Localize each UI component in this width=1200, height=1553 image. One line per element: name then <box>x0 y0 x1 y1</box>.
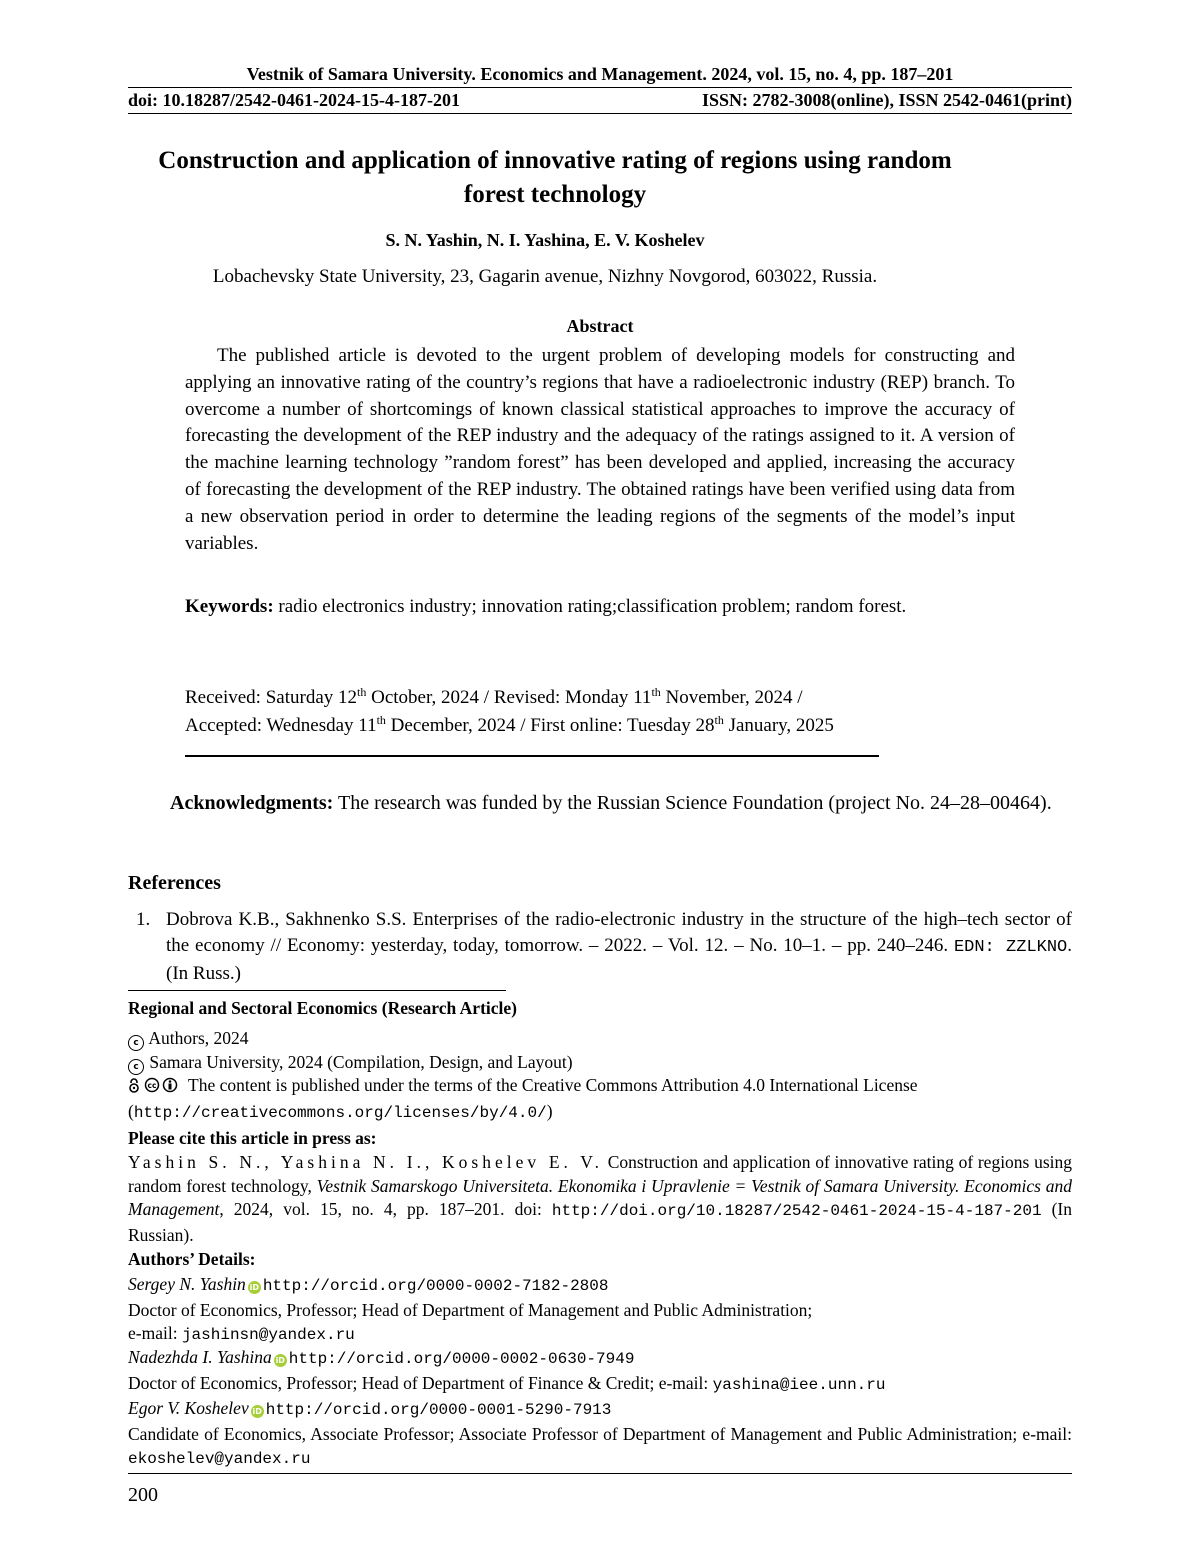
ordinal-suffix: th <box>376 713 386 727</box>
keywords-text: radio electronics industry; innovation rating;classification problem; random forest. <box>273 596 907 617</box>
article-type-text: Regional and Sectoral Economics (Research Article) <box>128 998 517 1018</box>
author-3-name: Egor V. Koshelev <box>128 1398 249 1418</box>
author-1-details <box>128 1273 1072 1348</box>
citation-language: (In Russian). <box>128 1199 1073 1245</box>
revised-date-rest: November, 2024 / <box>660 687 803 708</box>
header-issn: ISSN: 2782-3008(online), ISSN 2542-0461(print) <box>701 90 1072 110</box>
authors-line <box>128 230 1072 251</box>
ordinal-suffix: th <box>714 713 724 727</box>
citation-journal: Vestnik Samarskogo Universiteta. Ekonomika i Upravlenie = Vestnik of Samara University. Economics and Management <box>128 1175 1072 1219</box>
abstract-heading: Abstract <box>566 316 634 336</box>
affiliation-text: Lobachevsky State University, 23, Gagarin avenue, Nizhny Novgorod, 603022, Russia. <box>212 266 878 287</box>
citation-volume: , 2024, vol. 15, no. 4, pp. 187–201. <box>219 1199 505 1219</box>
reference-text <box>166 907 1072 987</box>
author-1-orcid-link[interactable]: http://orcid.org/0000-0002-7182-2808 <box>262 1277 609 1295</box>
accepted-date-label: Accepted: Wednesday 11 <box>185 715 377 736</box>
citation-doi-label: doi: <box>514 1199 552 1219</box>
author-1-name: Sergey N. Yashin <box>128 1274 246 1294</box>
cite-heading <box>128 1127 1072 1151</box>
received-date-rest: October, 2024 / Revised: Monday 11 <box>366 687 652 708</box>
citation <box>128 1151 1072 1247</box>
author-3-position: Candidate of Economics, Associate Professor; Associate Professor of Department of Management and Public Administration; e-mail: <box>128 1423 1072 1444</box>
author-2-position: Doctor of Economics, Professor; Head of Department of Finance & Credit; e-mail: <box>128 1372 713 1393</box>
author-2-email[interactable]: yashina@iee.unn.ru <box>712 1375 886 1394</box>
copyright-authors-text: Authors, 2024 <box>148 1028 249 1048</box>
acknowledgments <box>128 789 1072 817</box>
author-2-name: Nadezhda I. Yashina <box>128 1347 272 1367</box>
author-2-details <box>128 1346 1072 1397</box>
author-3-orcid-link[interactable]: http://orcid.org/0000-0001-5290-7913 <box>265 1401 612 1419</box>
reference-number: 1. <box>136 909 151 930</box>
keywords-label: Keywords: <box>185 596 274 617</box>
citation-title: Construction and application of innovative rating of regions using random forest technology, <box>128 1152 1072 1196</box>
open-access-icon <box>128 1076 184 1100</box>
author-3-details <box>128 1397 1072 1472</box>
author-1-position: Doctor of Economics, Professor; Head of Department of Management and Public Administration; <box>128 1299 813 1320</box>
footnote-divider <box>128 990 506 991</box>
copyright-university-text: Samara University, 2024 (Compilation, Design, and Layout) <box>149 1052 573 1072</box>
orcid-icon: iD <box>249 1283 259 1292</box>
license-link[interactable]: http://creativecommons.org/licenses/by/4.0/ <box>133 1103 547 1122</box>
copyright-icon: c <box>128 1059 144 1075</box>
copyright-authors <box>128 1027 1072 1051</box>
ordinal-suffix: th <box>651 685 661 699</box>
online-date-rest: January, 2025 <box>723 715 834 736</box>
affiliation <box>128 266 1072 288</box>
keywords <box>185 594 1015 621</box>
author-2-orcid-link[interactable]: http://orcid.org/0000-0002-0630-7949 <box>288 1350 635 1368</box>
orcid-icon: iD <box>275 1356 285 1365</box>
authors-details-heading-text: Authors’ Details: <box>128 1249 256 1269</box>
cite-heading-text: Please cite this article in press as: <box>128 1128 377 1148</box>
license-text: The content is published under the terms of the Creative Commons Attribution 4.0 International License <box>184 1075 918 1095</box>
footer-divider <box>128 1473 1072 1474</box>
reference-edn: EDN: ZZLKNO <box>953 938 1068 957</box>
accepted-date-rest: December, 2024 / First online: Tuesday 28 <box>385 715 715 736</box>
received-date-label: Received: Saturday 12 <box>185 687 358 708</box>
article-type <box>128 997 1072 1021</box>
journal-header: Vestnik of Samara University. Economics and Management. 2024, vol. 15, no. 4, pp. 187–201 <box>128 64 1072 88</box>
references-heading: References <box>128 872 221 894</box>
header-doi: doi: 10.18287/2542-0461-2024-15-4-187-201 <box>128 90 460 110</box>
author-1-email-label: e-mail: <box>128 1323 182 1343</box>
svg-text:cc: cc <box>147 1081 157 1090</box>
abstract-text: The published article is devoted to the urgent problem of developing models for constructing and applying an innovative rating of the country’s regions that have a radioelectronic industry (REP) branch. To overcome a number of shortcomings of known classical statistical approaches to improve the accuracy of forecasting the development of the REP industry and the adequacy of the ratings assigned to it. A version of the machine learning technology ”random forest” has been developed and applied, increasing the accuracy of forecasting the development of the REP industry. The obtained ratings have been verified using data from a new observation period in order to determine the leading regions of the segments of the model’s input variables. <box>185 345 1015 554</box>
license-statement: cc The content is published under the terms of the Creative Commons Attribution 4.0 International License (http://creativecommons.org/licenses/by/4.0/) <box>128 1075 918 1122</box>
cc-by-icons <box>128 1077 184 1093</box>
author-3-email[interactable]: ekoshelev@yandex.ru <box>128 1450 311 1468</box>
acknowledgments-label: Acknowledgments: <box>170 792 334 814</box>
copyright-icon: c <box>128 1035 144 1051</box>
citation-doi-link[interactable]: http://doi.org/10.18287/2542-0461-2024-15-4-187-201 <box>551 1202 1042 1220</box>
authors-text: S. N. Yashin, N. I. Yashina, E. V. Koshelev <box>385 230 705 250</box>
page-number: 200 <box>128 1484 158 1506</box>
reference-language: . (In Russ.) <box>166 935 1073 984</box>
reference-item <box>128 907 1072 987</box>
ordinal-suffix: th <box>357 685 367 699</box>
article-dates <box>185 684 1015 740</box>
abstract-divider <box>185 755 879 757</box>
article-title: Construction and application of innovative rating of regions using random forest technology <box>158 147 952 208</box>
citation-authors: Yashin S. N., Yashina N. I., Koshelev E. V. <box>128 1152 604 1172</box>
doi-issn-header <box>128 90 1072 114</box>
reference-citation: Dobrova K.B., Sakhnenko S.S. Enterprises of the radio-electronic industry in the structure of the high–tech sector of the economy // Economy: yesterday, today, tomorrow. – 2022. – Vol. 12. – No. 10–1. – pp. 240–246. <box>166 909 1072 956</box>
authors-details-heading <box>128 1248 1072 1272</box>
acknowledgments-text: The research was funded by the Russian Science Foundation (project No. 24–28–00464). <box>333 792 1052 814</box>
author-1-email[interactable]: jashinsn@yandex.ru <box>181 1326 355 1344</box>
orcid-icon: iD <box>252 1407 262 1416</box>
copyright-university <box>128 1051 1072 1075</box>
